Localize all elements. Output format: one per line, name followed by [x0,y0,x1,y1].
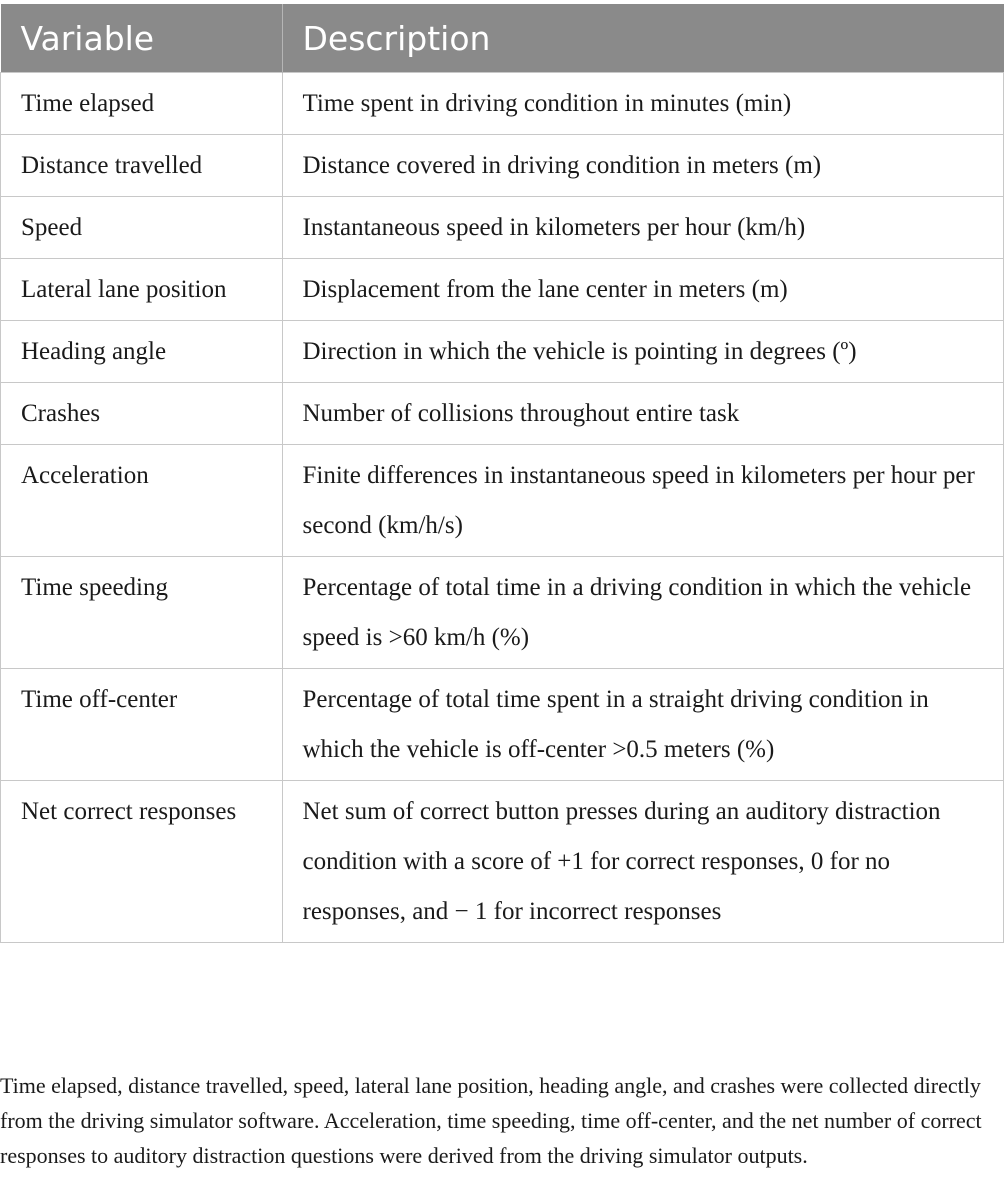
table-row [1,781,1004,943]
table-header-row [1,4,1004,73]
variable-cell: Time speeding [1,557,283,669]
description-cell: Displacement from the lane center in meters (m) [282,259,1004,321]
table-row [1,383,1004,445]
description-cell: Percentage of total time in a driving condition in which the vehicle speed is >60 km/h (%) [282,557,1004,669]
header-variable: Variable [1,4,283,73]
description-cell: Percentage of total time spent in a straight driving condition in which the vehicle is off-center >0.5 meters (%) [282,669,1004,781]
table-row [1,197,1004,259]
description-cell: Time spent in driving condition in minutes (min) [282,73,1004,135]
description-cell: Distance covered in driving condition in meters (m) [282,135,1004,197]
description-cell: Number of collisions throughout entire task [282,383,1004,445]
table-row [1,321,1004,383]
description-cell: Net sum of correct button presses during an auditory distraction condition with a score of +1 for correct responses, 0 for no responses, and − 1 for incorrect responses [282,781,1004,943]
table-row [1,445,1004,557]
variable-cell: Lateral lane position [1,259,283,321]
variable-cell: Heading angle [1,321,283,383]
variable-cell: Acceleration [1,445,283,557]
variable-cell: Distance travelled [1,135,283,197]
table-row [1,557,1004,669]
variable-cell: Time elapsed [1,73,283,135]
table-row [1,259,1004,321]
table-row [1,73,1004,135]
header-description: Description [282,4,1004,73]
variables-table [0,4,1004,943]
variable-cell: Time off-center [1,669,283,781]
description-cell: Direction in which the vehicle is pointing in degrees (º) [282,321,1004,383]
description-cell: Instantaneous speed in kilometers per hour (km/h) [282,197,1004,259]
description-cell: Finite differences in instantaneous speed in kilometers per hour per second (km/h/s) [282,445,1004,557]
table-row [1,135,1004,197]
table-footnote: Time elapsed, distance travelled, speed, lateral lane position, heading angle, and crashes were collected directly from the driving simulator software. Acceleration, time speeding, time off-center, and the net number of correct responses to auditory distraction questions were derived from the driving simulator outputs. [0,1073,982,1168]
variable-cell: Net correct responses [1,781,283,943]
table-row [1,669,1004,781]
variable-cell: Crashes [1,383,283,445]
variable-cell: Speed [1,197,283,259]
